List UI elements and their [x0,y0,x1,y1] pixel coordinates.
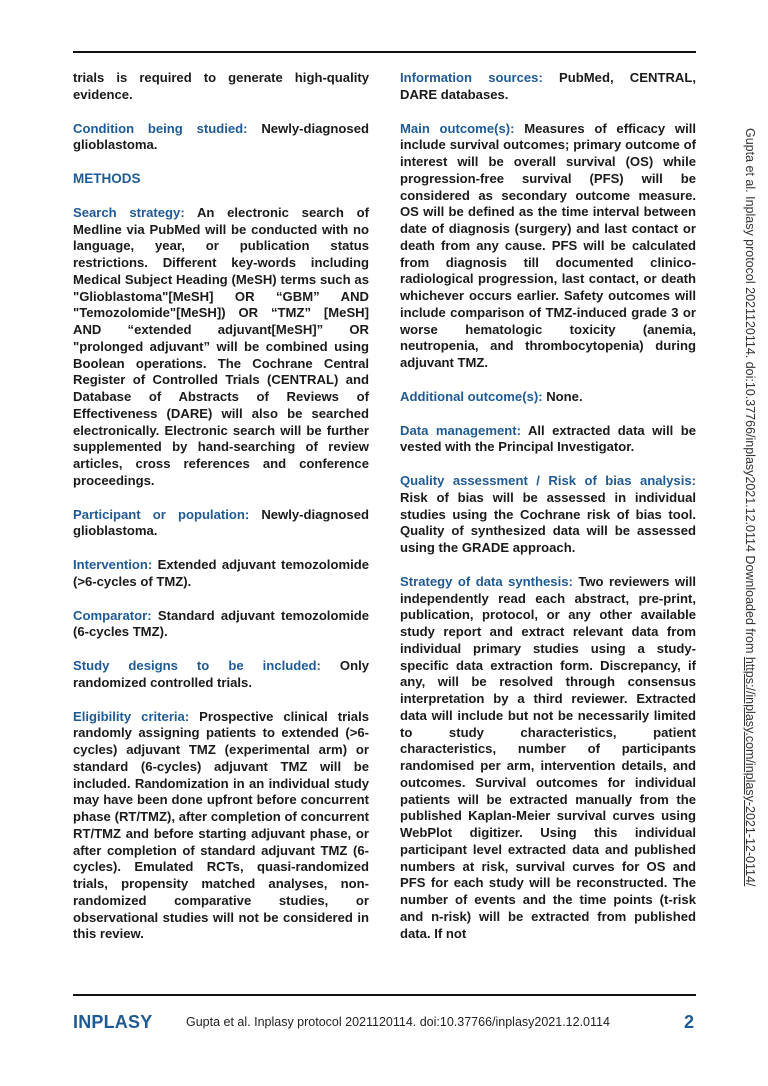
participant-label: Participant or population: [73,506,250,522]
download-link[interactable]: https://inplasy.com/inplasy-2021-12-0114/ [743,656,757,887]
comparator-text: Standard adjuvant temozolomide (6-cycles TMZ). [73,607,370,640]
quality-assessment-text: Risk of bias will be assessed in individual studies using the Cochrane risk of bias tool. Quality of synthesized data will be assessed using the GRADE approach. [400,489,696,555]
intervention-text: Extended adjuvant temozolomide (>6-cycles of TMZ). [73,557,370,589]
main-outcomes-section [400,121,696,372]
additional-outcomes-label: Additional outcome(s): [400,388,543,404]
top-rule [73,51,696,53]
data-management-section [400,423,696,457]
comparator-section [73,608,369,642]
comparator-label: Comparator: [73,607,152,623]
main-outcomes-label: Main outcome(s): [400,120,515,136]
quality-assessment-label: Quality assessment / Risk of bias analysis: [400,473,696,488]
side-margin-note [740,128,758,968]
eligibility-section [73,709,369,944]
intervention-label: Intervention: [73,557,153,572]
search-strategy-label: Search strategy: [73,204,185,220]
intro-continuation: trials is required to generate high-quality evidence. [73,70,369,102]
right-column [400,70,696,959]
footer-citation: Gupta et al. Inplasy protocol 2021120114. doi:10.37766/inplasy2021.12.0114 [186,1015,610,1029]
participant-text: Newly-diagnosed glioblastoma. [73,506,369,539]
search-strategy-section [73,205,369,490]
eligibility-text: Prospective clinical trials randomly assigning patients to extended (>6-cycles) adjuvant TMZ (experimental arm) or standard (6-cycles) adjuvant TMZ will be included. Randomization in an individual study may have been done upfront before concurrent phase (RT/TMZ), after completion of concurrent RT/TMZ and before starting adjuvant phase, or after completion of standard adjuvant TMZ (6-cycles). Emulated RCTs, quasi-randomized trials, propensity matched analyses, non-randomized comparative studies, or observational studies will not be considered in this review. [73,708,370,942]
information-sources-section [400,70,696,104]
data-synthesis-section [400,574,696,943]
study-designs-label: Study designs to be included: [73,658,321,673]
information-sources-label: Information sources: [400,70,543,85]
side-margin-text: Gupta et al. Inplasy protocol 2021120114. doi:10.37766/inplasy2021.12.0114 Downloaded from [743,128,757,657]
quality-assessment-section [400,473,696,557]
eligibility-label: Eligibility criteria: [73,708,190,724]
left-column [73,70,369,960]
study-designs-section [73,658,369,692]
study-designs-text: Only randomized controlled trials. [73,658,370,690]
condition-text: Newly-diagnosed glioblastoma. [73,120,369,153]
additional-outcomes-section [400,389,696,406]
data-synthesis-label: Strategy of data synthesis: [400,573,573,589]
bottom-rule [73,994,696,996]
brand-logo: INPLASY [73,1012,153,1032]
page-number: 2 [683,1012,694,1032]
additional-outcomes-text: None. [546,388,583,404]
intervention-section [73,557,369,591]
methods-heading: METHODS [73,171,141,186]
data-management-label: Data management: [400,422,521,438]
participant-section [73,507,369,541]
condition-section [73,121,369,155]
information-sources-text: PubMed, CENTRAL, DARE databases. [400,70,696,102]
search-strategy-text: An electronic search of Medline via PubMed will be conducted with no language, year, or publication status restrictions. Different key-words including Medical Subject Heading (MeSH) terms such as "Glioblastoma"[MeSH] OR “GBM” AND "Temozolomide"[MeSH]) OR “TMZ” [MeSH] AND “extended adjuvant[MeSH]” OR "prolonged adjuvant” will be combined using Boolean operations. The Cochrane Central Register of Controlled Trials (CENTRAL) and Database of Abstracts of Reviews of Effectiveness (DARE) will also be searched electronically. Electronic search will be further supplemented by hand-searching of review articles, cross references and conference proceedings. [73,204,369,488]
page-footer [73,1012,696,1036]
data-management-text: All extracted data will be vested with the Principal Investigator. [400,422,696,455]
main-outcomes-text: Measures of efficacy will include survival outcomes; primary outcome of interest will be overall survival (OS) while progression-free survival (PFS) will be considered as secondary outcome measure. OS will be defined as the time interval between date of diagnosis (surgery) and last contact or death from any cause. PFS will be calculated from diagnosis till documented clinico-radiological progression, last contact, or death whichever occurs earlier. Safety outcomes will include comparison of TMZ-induced grade 3 or worse hematologic toxicity (anemia, neutropenia, and thrombocytopenia) during adjuvant TMZ. [400,120,697,370]
data-synthesis-text: Two reviewers will independently read each abstract, pre-print, publication, protocol, or any other available study report and extract relevant data from individual primary studies using a study-specific data extraction form. Discrepancy, if any, will be resolved through consensus interpretation by a third reviewer. Extracted data will include but not be necessarily limited to study characteristics, patient characteristics, number of participants randomised per arm, intervention details, and outcomes. Survival outcomes for individual patients will be extracted manually from the published Kaplan-Meier survival curves using WebPlot digitizer. Using this individual participant level extracted data and published numbers at risk, survival curves for OS and PFS for each study will be reconstructed. The number of events and the time points (t-risk and n-risk) will be extracted from published data. If not [400,573,696,941]
condition-label: Condition being studied: [73,120,248,136]
